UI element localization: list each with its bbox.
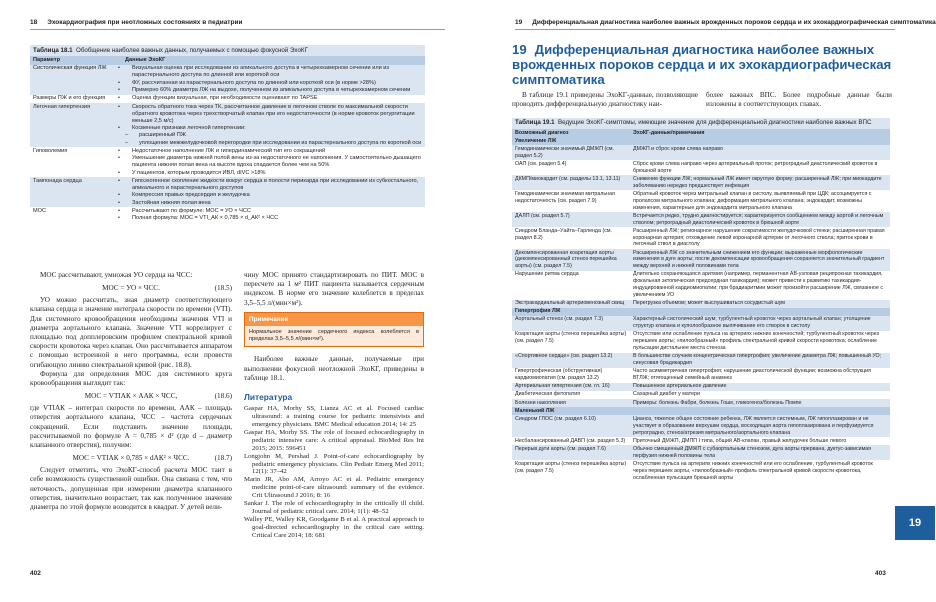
bullet-item: • Скорость обратного тока через ТК, рассчитанное давление в легочном стволе по максимальной скорости обратного кровотока через трехстворчатый клапан при его недостаточности (в норме кровоток регургитации меньше 2,5 м/с) — [125, 104, 422, 126]
table-section-title: Увеличение ЛЖ — [512, 137, 890, 145]
formula-number: (18.6) — [214, 392, 232, 401]
reference-item: Sankar J. The role of echocardiography in the critically ill child. Journal of pediatric critical care. 2014; 1(1): 48–52 — [244, 500, 424, 516]
table-header-diagnosis: Возможный диагноз — [512, 129, 630, 137]
table-cell-findings: Обычно смещенный ДМЖП с субаортальным стенозом, дуга аорты прервана, дуктус-зависимая перфузия нижней половины тела — [630, 445, 890, 460]
table-cell-param: МОС — [30, 207, 122, 223]
table-cell-param: Гиповолемия — [30, 147, 122, 177]
running-head-right — [515, 16, 936, 30]
table-cell-findings: Отсутствие пульса на артериях нижних конечностей или его ослабление, турбулентный кровоток через перешеек аорты, «пилообразный» профиль спектральной кривой скорости кровотока, ослабленная пульсация брюшной аорты — [630, 460, 890, 482]
reference-item: Gaspar HA, Morhy SS, Lianza AC et al. Focused cardiac ultrasound: a training course for pediatric intensivists and emergency physicians. BMC Medical education 2014; 14: 25 — [244, 405, 424, 429]
chapter-number: 19 — [512, 42, 527, 57]
paragraph: УО можно рассчитать, зная диаметр соответствующего клапана сердца и значение интеграла скорости по времени (VTI). Для системного кровообращения необходимы значения VTI и диаметра аортального клапана. Значение VTI коррелирует с площадью под допплеровским профилем спектральной кривой скорости кровотока через клапан. Оно рассчитывается аппаратом с помощью встроенной в него программы, если провести огибающую линию спектральной кривой (рис. 18.8). — [30, 296, 232, 369]
formula-18-7 — [30, 453, 232, 463]
table-cell-findings: Обратный кровоток через митральный клапан в систолу, выявляемый при ЦДК; ассоциируется с пролапсом митрального клапана; деформация митрального клапана; эндокардит, возможны изменения, характерные для эндокардита митрального клапана — [630, 190, 890, 212]
table-cell-diagnosis: ОАП (см. раздел 5.4) — [512, 160, 630, 175]
table-row — [512, 445, 890, 460]
intro-column-2 — [706, 91, 892, 109]
table-header-param: Параметр — [30, 56, 122, 64]
left-text-column-1 — [30, 271, 232, 512]
paragraph: Формула для определения МОС для системного круга кровообращения выглядит так: — [30, 369, 232, 388]
table-cell-param: Систолическая функция ЛЖ — [30, 65, 122, 95]
bullet-item: • Рассчитывают по формуле: МОС = УО × ЧСС — [125, 208, 422, 215]
table-cell-diagnosis: Коарктация аорты (стеноз перешейка аорты) (см. раздел 7.5) — [512, 460, 630, 482]
bullet-item: • У пациентов, которым проводится ИВЛ, dIVC >18% — [125, 170, 422, 177]
table-cell-findings — [122, 103, 425, 147]
sub-list-item: – расширенный ПЖ — [125, 132, 422, 139]
chapter-title — [512, 42, 892, 87]
table-cell-findings: Снижение функции ЛЖ; нормальный ЛЖ имеет округлую форму; расширенный ЛЖ; при миокардите заболеванию нередко предшествует инфекция — [630, 175, 890, 190]
table-cell-findings — [122, 147, 425, 177]
table-header-echo: Данные ЭхоКГ — [122, 56, 425, 64]
table-row — [512, 460, 890, 482]
table-section-row — [512, 308, 890, 316]
table-cell-diagnosis: Коарктация аорты (стеноз перешейка аорты) (см. раздел 7.5) — [512, 331, 630, 353]
table-cell-diagnosis: Перерыв дуги аорты (см. раздел 7.6) — [512, 445, 630, 460]
bullet-item: • Примерно 60% диаметра ЛЖ на выдохе, полученном из апикального доступа в четырехкамерном сечении — [125, 87, 422, 94]
references-list — [244, 405, 424, 539]
table-row — [512, 368, 890, 383]
table-cell-findings: Расширенный ЛЖ; регионарное нарушение сократимости желудочковой стенки; расширенная правая коронарная артерия; отхождение левой коронарной артерии от легочного ствола; приток крови в легочный ствол в диастолу — [630, 227, 890, 249]
table-cell-findings: Расширенный ЛЖ со значительным снижением его функции; выраженные морфологические изменения в дуге аорты; после декомпенсации кровообращения сохраняется значительный градиент между верхней и нижней половинами тела — [630, 249, 890, 271]
table-header-findings: ЭхоКГ-данные/примечания — [630, 129, 890, 137]
bullet-item: • ФУ, рассчитанная из парастернального доступа по длинной или короткой оси (в норме >28%) — [125, 80, 422, 87]
table-cell-param: Размеры ПЖ и его функция — [30, 95, 122, 103]
table-section-row — [512, 407, 890, 415]
table-cell-findings: Отсутствие или ослабление пульса на артериях нижних конечностей; турбулентный кровоток через перешеек аорты; «пилообразный» профиль спектральной кривой скорости кровотока; ослабление пульсации дистальнее места стеноза — [630, 331, 890, 353]
table-cell-diagnosis: Гемодинамически значимый ДМЖП (см. раздел 5.2) — [512, 145, 630, 160]
table-cell-findings: Длительно сохраняющаяся аритмия (например, перманентная АВ-узловая реципрокная тахикардия, фокальная эктопическая предсердная тахикардия); может привести к развитию тахикардия-индуцированной кардиомиопатии; при брадиаритмии может произойти расширение ЛЖ, связанное с увеличением УО — [630, 271, 890, 300]
table-cell-diagnosis: Экстракардиальный артериовенозный свищ — [512, 300, 630, 308]
table-row — [512, 391, 890, 399]
table-row — [512, 415, 890, 437]
table-section-row — [512, 137, 890, 145]
table-cell-diagnosis: Гемодинамически значимая митральная недостаточность (см. раздел 7.9) — [512, 190, 630, 212]
sub-list-item: – уплощение межжелудочковой перегородки при исследовании из парастернального доступа по короткой оси — [125, 140, 422, 147]
table-cell-diagnosis: Синдром ГЛОС (см. раздел 6.10) — [512, 415, 630, 437]
bullet-item: • Уменьшение диаметра нижней полой вены из-за недостаточного ее наполнения. У самостоятельно дышащего пациента нижняя полая вена на высоте вдоха спадается более чем на 50% — [125, 155, 422, 169]
table-cell-diagnosis: Болезни накопления — [512, 399, 630, 407]
reference-item: Walley PE, Walley KR, Goodgame B et al. A practical approach to goal-directed echocardiography in the critical care setting. Critical Care 2014; 18: 681 — [244, 515, 424, 539]
table-row — [512, 271, 890, 300]
running-head-number: 18 — [30, 19, 38, 26]
table-cell-diagnosis: Декомпенсированная коарктация аорты (декомпенсированный стеноз перешейка аорты) (см. раздел 7.5) — [512, 249, 630, 271]
reference-item: Marin JR, Abo AM, Arroyo AC et al. Pediatric emergency medicine point-of-care ultrasound: summary of the evidence. Crit Ultrasound J 2016; 8: 16 — [244, 476, 424, 500]
running-head-title: Дифференциальная диагностика наиболее важных врожденных пороков сердца и их эхокардиографическая симптоматика — [532, 19, 936, 26]
table-caption-label: Таблица 18.1 — [33, 47, 73, 54]
bullet-item: • Оценка функции визуальная, при необходимости оценивают по TAPSE — [125, 95, 422, 102]
note-text: Нормальное значение сердечного индекса колеблется в пределах 3,5–5,5 л/(мин×м²). — [245, 326, 423, 346]
table-row — [512, 145, 890, 160]
table-cell-diagnosis: ДАЛП (см. раздел 5.7) — [512, 212, 630, 227]
paragraph: где VTIАК – интеграл скорости по времени, AАК – площадь отверстия аортального клапана, ЧСС – частота сердечных сокращений. Если подставить значение площади, рассчитываемой по формуле A = 0,785 × d² (где d – диаметр клапанного отверстия), получим: — [30, 404, 232, 450]
reference-item: Gaspar HA, Morhy SS. The role of focused echocardiography in pediatric intensive care: A critical appraisal. BioMed Res Int 2015; 2015: 596451 — [244, 428, 424, 452]
table-cell-diagnosis: «Спортивное сердце» (см. раздел 13.2) — [512, 353, 630, 368]
table-row — [30, 95, 425, 103]
table-cell-findings: Примеры: болезнь Фабри, болезнь Гоше, гликогеноз/болезнь Помпе — [630, 399, 890, 407]
table-cell-findings: Сахарный диабет у матери — [630, 391, 890, 399]
table-row — [512, 190, 890, 212]
table-cell-findings: Часто асимметричная гипертрофия; нарушение диастолической функции; возможна обструкция ВТЛЖ; отягощенный семейный анамнез — [630, 368, 890, 383]
table-18-1 — [30, 45, 425, 223]
formula-number: (18.5) — [214, 284, 232, 293]
table-row — [512, 331, 890, 353]
paragraph: Наиболее важные данные, получаемые при выполнении фокусной неотложной ЭхоКГ, приведены в таблице 18.1. — [244, 355, 424, 382]
table-cell-findings: Приточный ДМЖП, ДМПП I типа, общий АВ-клапан, правый желудочек больше левого — [630, 437, 890, 445]
references-title: Литература — [244, 392, 293, 403]
table-cell-findings: ДМЖП и сброс крови слева направо — [630, 145, 890, 160]
table-cell-param: Тампонада сердца — [30, 177, 122, 207]
running-head-number: 19 — [515, 19, 523, 26]
bullet-item: • Застойная нижняя полая вена — [125, 200, 422, 207]
table-row — [512, 383, 890, 391]
table-row — [30, 65, 425, 95]
table-cell-diagnosis: Нарушение ритма сердца — [512, 271, 630, 300]
paragraph: Следует отметить, что ЭхоКГ-способ расчета МОС таит в себе возможность существенной ошибки. Она связана с тем, что неточность, допущенная при измерении диаметра клапанного отверстия, значительно возрастает, так как полученное значение диаметра по этой формуле возводится в квадрат. У детей вели- — [30, 466, 232, 512]
paragraph: более важных ВПС. Более подробные данные были изложены в соответствующих главах. — [706, 91, 892, 109]
formula-text: МОС = УО × ЧСС. — [102, 284, 160, 293]
table-caption-text: Ведущие ЭхоКГ-симптомы, имеющие значение для дифференциальной диагностики наиболее важных ВПС — [558, 119, 872, 126]
table-section-title: Маленький ЛЖ — [512, 407, 890, 415]
bullet-item: • Компрессия правых предсердия и желудочка — [125, 192, 422, 199]
table-cell-findings: Характерный систолический шум; турбулентный кровоток через аортальный клапан; утолщение структур клапана и куполообразное выпячивание его створок в систолу — [630, 316, 890, 331]
table-caption-text: Обобщение наиболее важных данных, получаемых с помощью фокусной ЭхоКГ — [76, 47, 308, 54]
chapter-title-text: Дифференциальная диагностика наиболее важных врожденных пороков сердца и их эхокардиографическая симптоматика — [512, 42, 892, 87]
table-cell-findings: Цианоз, тяжелое общее состояние ребенка, ЛЖ является системным, ЛЖ гипоплазирован и не участвует в образовании верхушки сердца, восходящая аорта гипоплазирована и перфузируется ретроградно, стеноз/атрезия митрального/аортального клапана — [630, 415, 890, 437]
table-cell-param: Легочная гипертензия — [30, 103, 122, 147]
table-row — [512, 227, 890, 249]
intro-column-1 — [512, 91, 698, 109]
bullet-item: • Недостаточное наполнение ЛЖ и гипердинамический тип его сокращений — [125, 148, 422, 155]
table-cell-diagnosis: Аортальный стеноз (см. раздел 7.3) — [512, 316, 630, 331]
table-cell-diagnosis: Гипертрофическая (обструктивная) кардиомиопатия (см. раздел 13.2) — [512, 368, 630, 383]
formula-text: МОС = VTIАК × AАК × ЧСС, — [84, 392, 178, 401]
table-row — [512, 300, 890, 308]
left-text-column-2 — [244, 271, 424, 540]
table-cell-findings — [122, 65, 425, 95]
table-cell-diagnosis: Несбалансированный ДАВП (см. раздел 5.3) — [512, 437, 630, 445]
table-cell-findings: Перегрузка объемом; может выслушиваться сосудистый шум — [630, 300, 890, 308]
table-row — [512, 316, 890, 331]
paragraph: МОС рассчитывают, умножая УО сердца на ЧСС: — [40, 271, 193, 279]
table-row — [512, 160, 890, 175]
table-row — [512, 399, 890, 407]
formula-text: МОС = VTIАК × 0,785 × dАК² × ЧСС. — [72, 454, 190, 463]
table-cell-diagnosis: Артериальная гипертензия (см. гл. 16) — [512, 383, 630, 391]
table-caption-label: Таблица 19.1 — [515, 119, 555, 126]
formula-18-5 — [30, 283, 232, 293]
chapter-side-tab: 19 — [895, 506, 935, 540]
table-row — [30, 207, 425, 223]
table-row — [512, 353, 890, 368]
page-number-right: 403 — [875, 570, 886, 577]
table-row — [30, 177, 425, 207]
table-row — [512, 175, 890, 190]
paragraph: чину МОС принято стандартизировать по ПИТ. МОС в пересчете на 1 м² ПИТ пациента называется сердечным индексом. В норме его значение колеблется в пределах 3,5–5,5 л/(мин×м²). — [244, 271, 424, 307]
table-section-title: Гипертрофия ЛЖ — [512, 308, 890, 316]
table-cell-diagnosis: Синдром Бланда–Уайта–Гарленда (см. раздел 8.2) — [512, 227, 630, 249]
note-title: Примечание — [245, 313, 423, 326]
running-head-title: Эхокардиография при неотложных состояниях в педиатрии — [47, 19, 243, 26]
table-caption — [512, 118, 890, 129]
page-number-left: 402 — [30, 570, 41, 577]
formula-number: (18.7) — [214, 454, 232, 463]
table-cell-findings: Встречается редко, трудно диагностируется; характеризуется сообщением между аортой и легочным стволом; ретроградный диастолический кровоток в брюшной аорте — [630, 212, 890, 227]
table-cell-findings: Сброс крови слева направо через артериальный проток; ретроградный диастолический кровоток в брюшной аорте — [630, 160, 890, 175]
table-row — [30, 147, 425, 177]
table-cell-findings — [122, 95, 425, 103]
table-row — [512, 249, 890, 271]
table-cell-findings: Повышенное артериальное давление — [630, 383, 890, 391]
table-row — [30, 103, 425, 147]
bullet-item: • Полная формула: МОС = VTI_АК × 0,785 × d_АК² × ЧСС — [125, 215, 422, 222]
paragraph: В таблице 19.1 приведены ЭхоКГ-данные, позволяющие проводить дифференциальную диагностику наи- — [512, 91, 698, 109]
table-19-1 — [512, 118, 890, 482]
bullet-item: • Гипоэхогенное скопление жидкости вокруг сердца в полости перикарда при исследовании из субкостального, апикального и парастернального доступов — [125, 178, 422, 192]
table-cell-findings: В большинстве случаев концентрическая гипертрофия; увеличение диаметра ЛЖ; повышенный УО; синусовая брадикардия — [630, 353, 890, 368]
table-cell-diagnosis: ДКМП/миокардит (см. разделы 13.1, 13.11) — [512, 175, 630, 190]
bullet-item: • Косвенные признаки легочной гипертензии: — [125, 125, 422, 132]
table-cell-diagnosis: Диабетическая фетопатия — [512, 391, 630, 399]
reference-item: Longjohn M, Pershad J. Point-of-care echocardiography by pediatric emergency physicians. Clin Pediatr Emerg Med 2011; 12(1): 37–42 — [244, 452, 424, 476]
formula-18-6 — [30, 391, 232, 401]
table-row — [512, 437, 890, 445]
note-box — [244, 312, 424, 348]
table-caption — [30, 45, 425, 56]
bullet-item: • Визуальная оценка при исследовании из апикального доступа в четырехкамерном сечении или из парастернального доступа по длинной или короткой оси — [125, 65, 422, 79]
table-cell-findings — [122, 177, 425, 207]
table-row — [512, 212, 890, 227]
running-head-left — [30, 16, 445, 30]
table-cell-findings — [122, 207, 425, 223]
